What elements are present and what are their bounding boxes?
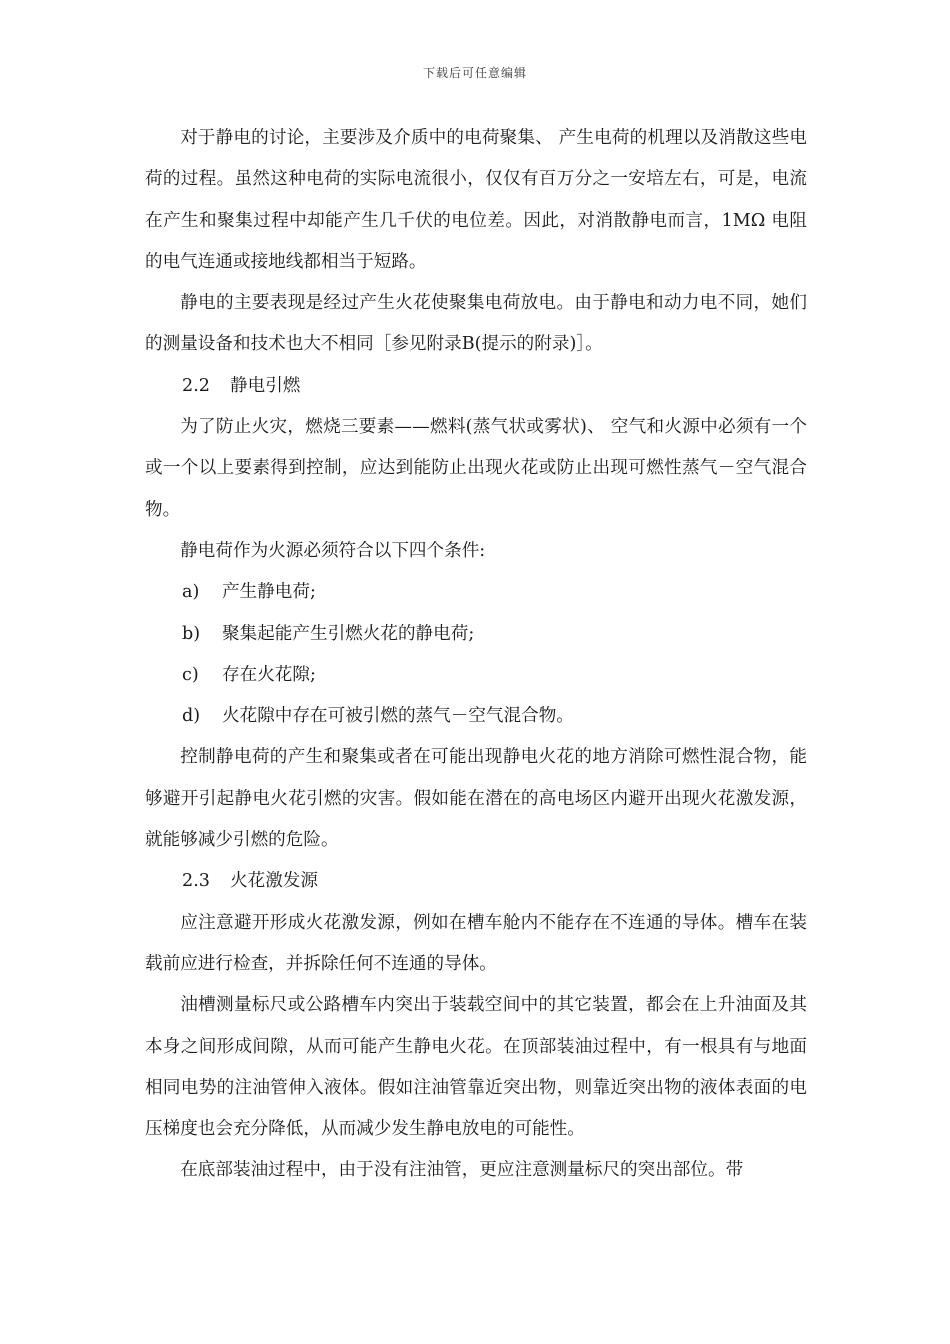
document-body bbox=[145, 118, 807, 1192]
section-title: 静电引燃 bbox=[230, 375, 301, 396]
paragraph: 油槽测量标尺或公路槽车内突出于装载空间中的其它装置，都会在上升油面及其本身之间形成间隙，从而可能产生静电火花。在顶部装油过程中，有一根具有与地面相同电势的注油管伸入液体。假如注油管靠近突出物，则靠近突出物的液体表面的电压梯度也会充分降低，从而减少发生静电放电的可能性。 bbox=[145, 995, 807, 1140]
paragraph: 为了防止火灾，燃烧三要素——燃料(蒸气状或雾状)、 空气和火源中必须有一个或一个以上要素得到控制，应达到能防止出现火花或防止出现可燃性蒸气－空气混合物。 bbox=[145, 417, 807, 520]
paragraph: 在底部装油过程中，由于没有注油管，更应注意测量标尺的突出部位。带 bbox=[180, 1160, 744, 1181]
list-marker: c) bbox=[182, 664, 199, 685]
section-heading bbox=[145, 366, 807, 407]
paragraph: 静电的主要表现是经过产生火花使聚集电荷放电。由于静电和动力电不同，她们的测量设备和技术也大不相同［参见附录B(提示的附录)］。 bbox=[145, 293, 807, 355]
list-item-text: 聚集起能产生引燃火花的静电荷; bbox=[222, 623, 475, 644]
paragraph: 对于静电的讨论，主要涉及介质中的电荷聚集、 产生电荷的机理以及消散这些电荷的过程。虽然这种电荷的实际电流很小，仅仅有百万分之一安培左右，可是，电流在产生和聚集过程中却能产生几千伏的电位差。因此，对消散静电而言，1MΩ 电阻的电气连通或接地线都相当于短路。 bbox=[145, 128, 807, 272]
list-marker: b) bbox=[182, 623, 201, 644]
list-item bbox=[145, 572, 807, 613]
list-item-text: 存在火花隙; bbox=[222, 664, 316, 685]
list-item bbox=[145, 696, 807, 737]
list-item-text: 产生静电荷; bbox=[222, 582, 316, 603]
list-item bbox=[145, 614, 807, 655]
section-heading bbox=[145, 861, 807, 902]
list-marker: d) bbox=[182, 706, 201, 727]
section-number: 2.3 bbox=[182, 871, 210, 892]
paragraph: 应注意避开形成火花激发源，例如在槽车舱内不能存在不连通的导体。槽车在装载前应进行检查，并拆除任何不连通的导体。 bbox=[145, 912, 807, 974]
header-note: 下载后可任意编辑 bbox=[422, 66, 527, 80]
list-item bbox=[145, 655, 807, 696]
section-title: 火花激发源 bbox=[230, 871, 318, 892]
section-number: 2.2 bbox=[182, 375, 210, 396]
list-item-text: 火花隙中存在可被引燃的蒸气－空气混合物。 bbox=[222, 706, 574, 727]
list-marker: a) bbox=[182, 582, 200, 603]
paragraph: 静电荷作为火源必须符合以下四个条件: bbox=[180, 540, 486, 561]
paragraph: 控制静电荷的产生和聚集或者在可能出现静电火花的地方消除可燃性混合物，能够避开引起静电火花引燃的灾害。假如能在潜在的高电场区内避开出现火花激发源，就能够减少引燃的危险。 bbox=[145, 747, 807, 851]
